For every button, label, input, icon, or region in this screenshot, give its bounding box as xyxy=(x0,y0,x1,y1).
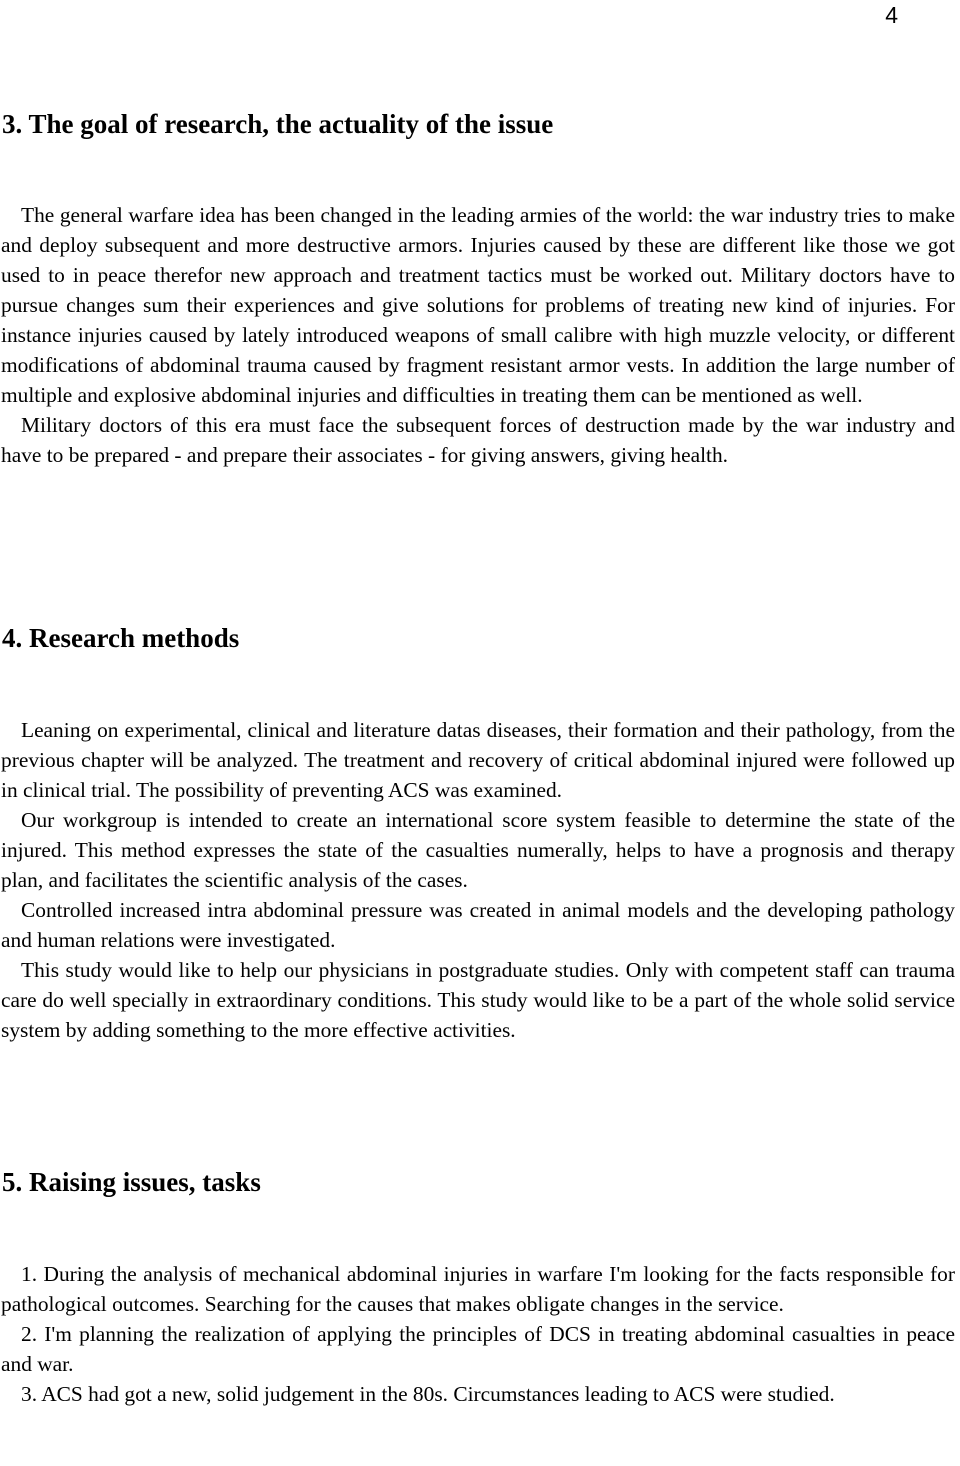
section-4-paragraph-2: Our workgroup is intended to create an international score system feasible to determine the state of the injured. This method expresses the state of the casualties numerally, helps to have a prognosis and therapy plan, and facilitates the scientific analysis of the cases. xyxy=(1,808,955,892)
section-5-heading: 5. Raising issues, tasks xyxy=(2,1167,261,1197)
page-number: 4 xyxy=(885,2,898,28)
task-item-2: 2. I'm planning the realization of applying the principles of DCS in treating abdominal casualties in peace and war. xyxy=(1,1322,955,1376)
task-item-3: 3. ACS had got a new, solid judgement in the 80s. Circumstances leading to ACS were studied. xyxy=(21,1382,835,1406)
section-4-paragraph-3: Controlled increased intra abdominal pressure was created in animal models and the developing pathology and human relations were investigated. xyxy=(1,898,955,952)
section-3-heading: 3. The goal of research, the actuality of the issue xyxy=(2,109,554,139)
section-4-paragraph-1: Leaning on experimental, clinical and literature datas diseases, their formation and their pathology, from the previous chapter will be analyzed. The treatment and recovery of critical abdominal injured were followed up in clinical trial. The possibility of preventing ACS was examined. xyxy=(1,718,955,802)
task-item-1: 1. During the analysis of mechanical abdominal injuries in warfare I'm looking for the facts responsible for pathological outcomes. Searching for the causes that makes obligate changes in the service. xyxy=(1,1262,955,1316)
section-4-heading: 4. Research methods xyxy=(2,623,240,653)
section-4-body xyxy=(1,715,955,1045)
section-3-paragraph-1: The general warfare idea has been changed in the leading armies of the world: the war industry tries to make and deploy subsequent and more destructive armors. Injuries caused by these are different like those we got used to in peace therefor new approach and treatment tactics must be worked out. Military doctors have to pursue changes sum their experiences and give solutions for problems of treating new kind of injuries. For instance injuries caused by lately introduced weapons of small calibre with high muzzle velocity, or different modifications of abdominal trauma caused by fragment resistant armor vests. In addition the large number of multiple and explosive abdominal injuries and difficulties in treating them can be mentioned as well. xyxy=(1,203,955,407)
section-3-body xyxy=(1,200,955,470)
section-4-paragraph-4: This study would like to help our physicians in postgraduate studies. Only with competent staff can trauma care do well specially in extraordinary conditions. This study would like to be a part of the whole solid service system by adding something to the more effective activities. xyxy=(1,958,955,1042)
section-3-paragraph-2: Military doctors of this era must face the subsequent forces of destruction made by the war industry and have to be prepared - and prepare their associates - for giving answers, giving health. xyxy=(1,413,955,467)
section-5-body xyxy=(1,1259,955,1409)
